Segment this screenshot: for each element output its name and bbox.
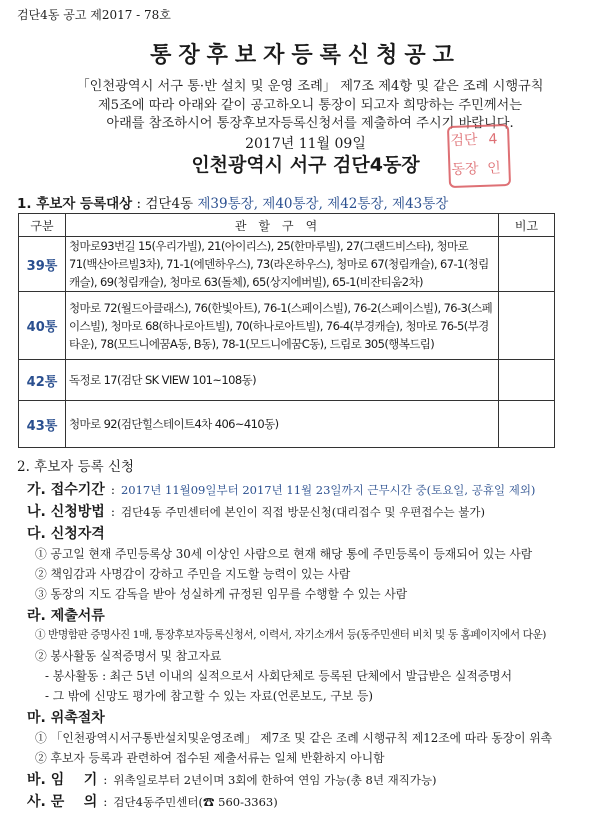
contact-key: 사. 문 의 xyxy=(27,794,98,810)
table-header-row xyxy=(19,214,555,237)
tong-cell: 43통 xyxy=(19,401,66,448)
qualification-item: ① 공고일 현재 주민등록상 30세 이상인 사람으로 현재 해당 통에 주민등록이 등재되어 있는 사람 xyxy=(35,547,533,561)
page-title: 통장후보자등록신청공고 xyxy=(150,43,461,68)
document-sub-item: - 봉사활동 : 최근 5년 이내의 실적으로서 사회단체로 등록된 단체에서 발급받은 실적증명서 xyxy=(45,669,512,683)
appointment-key: 마. 위촉절차 xyxy=(27,710,105,726)
term-row xyxy=(17,769,607,791)
doc-number: 검단4동 공고 제2017 - 78호 xyxy=(17,8,171,22)
colon: : xyxy=(136,196,142,212)
area-cell: 청마로93번길 15(우리가빌), 21(아이리스), 25(한마루빌), 27(그랜드비스타), 청마로 71(백산아르빌3차), 71-1(에덴하우스), 73(라온하우스), 청마로 67(청림캐슬), 67-1(청림캐슬), 69(청림캐슬), 청마로 63(돌체), 65(상지에버빌), 65-1(비잔티움2차) xyxy=(66,237,499,292)
table-row xyxy=(19,401,555,448)
period-value: 2017년 11월09일부터 2017년 11월 23일까지 근무시간 중(토요일, 공휴일 제외) xyxy=(120,483,536,497)
stamp-char: 4 xyxy=(488,131,498,148)
target-prefix: 검단4동 xyxy=(145,196,194,212)
contact-value: 검단4동주민센터(☎ 560-3363) xyxy=(113,795,278,809)
tong-cell: 42통 xyxy=(19,360,66,401)
qualification-key: 다. 신청자격 xyxy=(27,526,105,542)
period-row xyxy=(17,479,607,501)
header-jurisdiction: 관할구역 xyxy=(66,214,499,237)
contact-row xyxy=(17,791,607,813)
method-key: 나. 신청방법 xyxy=(27,504,105,520)
intro-line: 아래를 참조하시어 통장후보자등록신청서를 제출하여 주시기 바랍니다. xyxy=(106,116,514,131)
colon: : xyxy=(103,773,108,787)
stamp-char: 인 xyxy=(486,160,501,177)
table-row xyxy=(19,292,555,360)
documents-heading xyxy=(17,605,607,627)
area-cell: 독정로 17(검단 SK VIEW 101~108동) xyxy=(66,360,499,401)
issuer-name: 인천광역시 서구 검단4동장 xyxy=(191,154,420,176)
appointment-item: ① 「인천광역시서구통반설치및운영조례」 제7조 및 같은 조례 시행규칙 제12조에 따라 동장이 위촉 xyxy=(35,731,553,745)
qualification-heading xyxy=(17,523,607,545)
document-item: ① 반명함판 증명사진 1매, 통장후보자등록신청서, 이력서, 자기소개서 등(동주민센터 비치 및 동 홈페이지에서 다운) xyxy=(35,629,547,641)
note-cell xyxy=(499,401,555,448)
table-row xyxy=(19,237,555,292)
announcement-date: 2017년 11월 09일 xyxy=(245,136,366,152)
colon: : xyxy=(110,483,115,497)
section-registration-target xyxy=(17,192,448,212)
note-cell xyxy=(499,292,555,360)
period-key: 가. 접수기간 xyxy=(27,482,105,498)
documents-key: 라. 제출서류 xyxy=(27,608,105,624)
appointment-heading xyxy=(17,707,607,729)
stamp-char: 동장 xyxy=(451,161,479,178)
intro-line: 「인천광역시 서구 통·반 설치 및 운영 조례」 제7조 제4항 및 같은 조례 시행규칙 xyxy=(76,79,544,94)
tong-cell: 40통 xyxy=(19,292,66,360)
section-registration-application xyxy=(17,455,607,813)
note-cell xyxy=(499,237,555,292)
document-item: ② 봉사활동 실적증명서 및 참고자료 xyxy=(35,649,222,663)
intro-line: 제5조에 따라 아래와 같이 공고하오니 통장이 되고자 희망하는 주민께서는 xyxy=(97,97,523,113)
qualification-item: ③ 동장의 지도 감독을 받아 성실하게 규정된 임무를 수행할 수 있는 사람 xyxy=(35,587,408,601)
term-key: 바. 임 기 xyxy=(27,772,98,788)
section-heading: 2. 후보자 등록 신청 xyxy=(17,459,135,475)
tong-cell: 39통 xyxy=(19,237,66,292)
section-heading: 1. 후보자 등록대상 xyxy=(17,196,133,212)
header-division: 구분 xyxy=(19,214,66,237)
official-stamp-icon xyxy=(447,124,511,188)
note-cell xyxy=(499,360,555,401)
colon: : xyxy=(103,795,108,809)
area-cell: 청마로 72(월드아클래스), 76(한빛아트), 76-1(스페이스빌), 76-2(스페이스빌), 76-3(스페이스빌), 청마로 68(하나로아트빌), 70(하나로아트빌), 76-4(부경캐슬), 청마로 76-5(부경타운), 78(모드니에꿈A동, B동), 78-1(모드니에꿈C동), 드림로 305(행복드림) xyxy=(66,292,499,360)
appointment-item: ② 후보자 등록과 관련하여 접수된 제출서류는 일체 반환하지 아니함 xyxy=(35,751,385,765)
document-sub-item: - 그 밖에 신망도 평가에 참고할 수 있는 자료(언론보도, 구보 등) xyxy=(45,689,373,703)
colon: : xyxy=(110,505,115,519)
method-row xyxy=(17,501,607,523)
target-list: 제39통장, 제40통장, 제42통장, 제43통장 xyxy=(197,196,449,212)
area-cell: 청마로 92(검단힐스테이트4차 406~410동) xyxy=(66,401,499,448)
method-value: 검단4동 주민센터에 본인이 직접 방문신청(대리접수 및 우편접수는 불가) xyxy=(120,505,486,519)
jurisdiction-table xyxy=(18,213,555,448)
table-row xyxy=(19,360,555,401)
term-value: 위촉일로부터 2년이며 3회에 한하여 연임 가능(총 8년 재직가능) xyxy=(113,773,437,787)
qualification-item: ② 책임감과 사명감이 강하고 주민을 지도할 능력이 있는 사람 xyxy=(35,567,351,581)
header-note: 비고 xyxy=(499,214,555,237)
stamp-char: 검단 xyxy=(450,132,478,149)
